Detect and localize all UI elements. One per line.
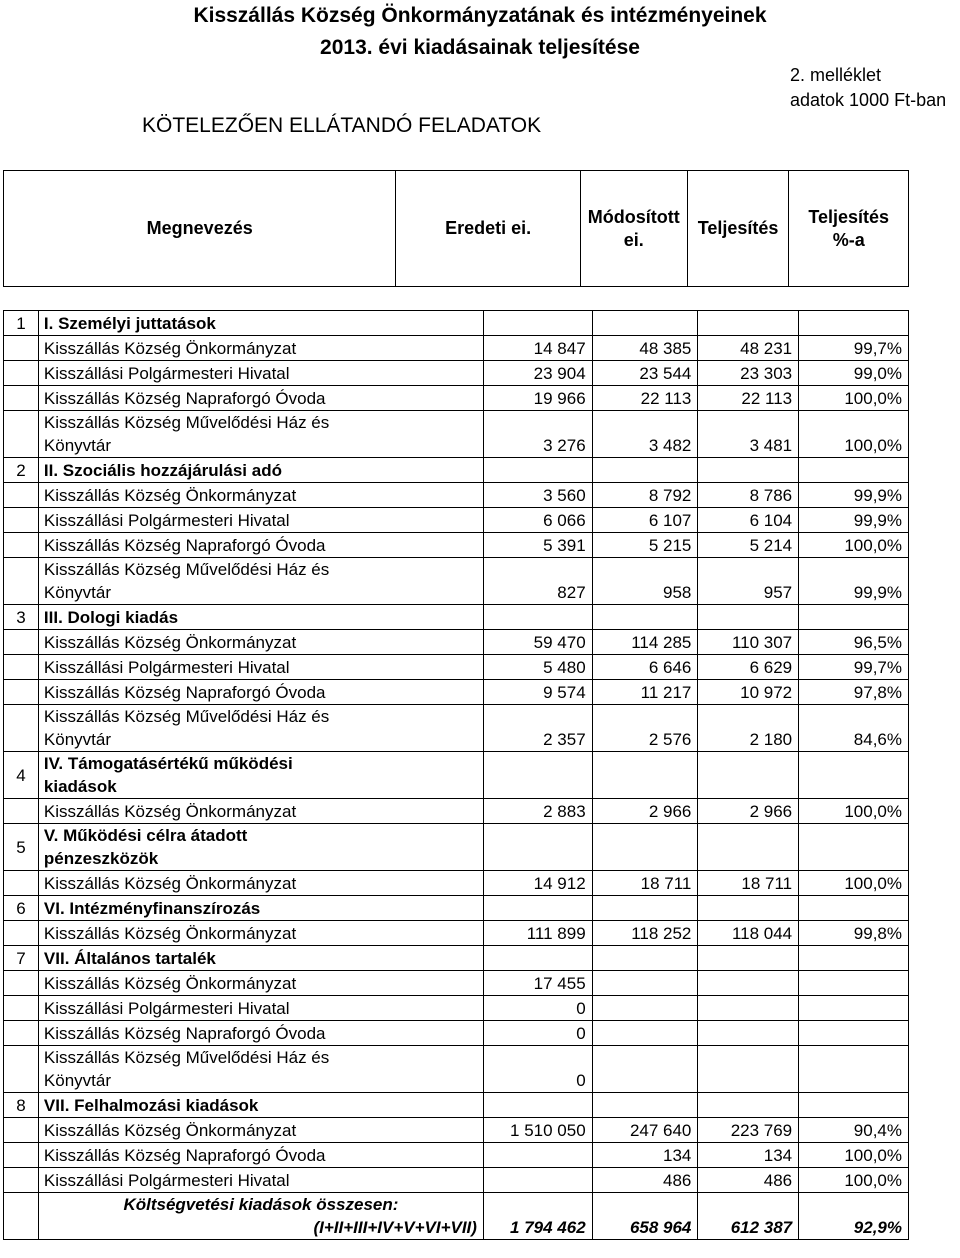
row-percent: 99,8% — [799, 921, 909, 946]
row-index — [4, 996, 39, 1021]
row-percent — [799, 1093, 909, 1118]
row-modified — [592, 752, 698, 799]
row-percent: 97,8% — [799, 680, 909, 705]
row-original — [483, 458, 592, 483]
row-index — [4, 1118, 39, 1143]
table-row — [4, 799, 909, 824]
row-percent — [799, 1046, 909, 1093]
row-percent: 99,7% — [799, 655, 909, 680]
header-original: Eredeti ei. — [396, 171, 580, 287]
row-label — [38, 411, 483, 458]
row-actual: 486 — [698, 1168, 799, 1193]
row-actual — [698, 752, 799, 799]
row-original: 1 510 050 — [483, 1118, 592, 1143]
table-row — [4, 558, 909, 605]
row-index — [4, 921, 39, 946]
header-modified-line1: Módosított — [587, 206, 680, 227]
table-row — [4, 630, 909, 655]
row-original: 3 276 — [483, 411, 592, 458]
row-percent: 99,9% — [799, 483, 909, 508]
row-modified: 48 385 — [592, 336, 698, 361]
row-label-line2: Könyvtár — [43, 1071, 111, 1090]
table-body — [4, 311, 909, 1193]
row-index — [4, 1046, 39, 1093]
row-original — [483, 311, 592, 336]
row-percent: 96,5% — [799, 630, 909, 655]
row-actual — [698, 946, 799, 971]
row-index: 3 — [4, 605, 39, 630]
row-label: Kisszállási Polgármesteri Hivatal — [38, 1168, 483, 1193]
row-actual — [698, 605, 799, 630]
row-label-line1: Kisszállás Község Művelődési Ház és — [43, 1048, 330, 1067]
category-row — [4, 946, 909, 971]
row-modified: 5 215 — [592, 533, 698, 558]
category-row — [4, 752, 909, 799]
row-label-line2: pénzeszközök — [43, 849, 159, 868]
row-original: 0 — [483, 1046, 592, 1093]
row-label: Kisszállás Község Önkormányzat — [38, 921, 483, 946]
total-idx — [4, 1193, 39, 1240]
row-actual — [698, 996, 799, 1021]
row-actual: 2 180 — [698, 705, 799, 752]
row-label: Kisszállás Község Napraforgó Óvoda — [38, 680, 483, 705]
row-label-line1: IV. Támogatásértékű működési — [43, 754, 293, 773]
row-label — [38, 1046, 483, 1093]
row-label-line2: Könyvtár — [43, 730, 111, 749]
row-label-line1: Kisszállás Község Művelődési Ház és — [43, 707, 330, 726]
row-actual: 23 303 — [698, 361, 799, 386]
row-modified — [592, 1021, 698, 1046]
row-label-line1: Kisszállás Község Művelődési Ház és — [43, 560, 330, 579]
row-label: Kisszállás Község Önkormányzat — [38, 799, 483, 824]
row-label: Kisszállás Község Önkormányzat — [38, 483, 483, 508]
row-index — [4, 336, 39, 361]
row-modified — [592, 311, 698, 336]
row-actual: 3 481 — [698, 411, 799, 458]
row-modified: 23 544 — [592, 361, 698, 386]
row-actual: 110 307 — [698, 630, 799, 655]
row-index — [4, 680, 39, 705]
row-percent: 99,9% — [799, 508, 909, 533]
row-actual — [698, 1046, 799, 1093]
row-label: Kisszállás Község Napraforgó Óvoda — [38, 533, 483, 558]
row-index — [4, 558, 39, 605]
row-index: 2 — [4, 458, 39, 483]
row-index — [4, 411, 39, 458]
row-modified: 6 646 — [592, 655, 698, 680]
row-modified: 114 285 — [592, 630, 698, 655]
row-actual: 118 044 — [698, 921, 799, 946]
row-original — [483, 605, 592, 630]
row-modified — [592, 1046, 698, 1093]
row-modified: 11 217 — [592, 680, 698, 705]
table-row — [4, 1118, 909, 1143]
category-row — [4, 605, 909, 630]
row-label-line1: V. Működési célra átadott — [43, 826, 248, 845]
row-label: VI. Intézményfinanszírozás — [38, 896, 483, 921]
row-percent: 100,0% — [799, 1168, 909, 1193]
category-row — [4, 458, 909, 483]
row-modified — [592, 896, 698, 921]
row-percent — [799, 1021, 909, 1046]
row-actual: 6 629 — [698, 655, 799, 680]
header-percent-line2: %-a — [832, 229, 865, 250]
row-modified: 958 — [592, 558, 698, 605]
row-modified: 134 — [592, 1143, 698, 1168]
row-index: 5 — [4, 824, 39, 871]
row-actual: 2 966 — [698, 799, 799, 824]
row-label: Kisszállás Község Önkormányzat — [38, 971, 483, 996]
row-actual: 18 711 — [698, 871, 799, 896]
row-label — [38, 752, 483, 799]
row-percent — [799, 605, 909, 630]
row-label: Kisszállás Község Önkormányzat — [38, 1118, 483, 1143]
row-percent: 84,6% — [799, 705, 909, 752]
page-title-line1: Kisszállás Község Önkormányzatának és intézményeinek — [193, 4, 767, 27]
table-row — [4, 921, 909, 946]
row-modified: 486 — [592, 1168, 698, 1193]
row-modified: 3 482 — [592, 411, 698, 458]
row-actual: 8 786 — [698, 483, 799, 508]
row-percent: 100,0% — [799, 386, 909, 411]
row-original: 14 912 — [483, 871, 592, 896]
total-percent: 92,9% — [799, 1193, 909, 1240]
row-modified — [592, 946, 698, 971]
row-index: 7 — [4, 946, 39, 971]
row-percent: 100,0% — [799, 871, 909, 896]
total-row — [4, 1193, 909, 1240]
row-label — [38, 824, 483, 871]
category-row — [4, 1093, 909, 1118]
row-actual — [698, 311, 799, 336]
row-label: I. Személyi juttatások — [38, 311, 483, 336]
row-original: 5 480 — [483, 655, 592, 680]
row-actual: 10 972 — [698, 680, 799, 705]
row-modified — [592, 458, 698, 483]
row-modified — [592, 824, 698, 871]
header-name: Megnevezés — [4, 171, 396, 287]
unit-label: adatok 1000 Ft-ban — [790, 90, 947, 110]
row-percent — [799, 311, 909, 336]
table-row — [4, 996, 909, 1021]
row-label: Kisszállási Polgármesteri Hivatal — [38, 996, 483, 1021]
total-label — [38, 1193, 483, 1240]
row-original: 111 899 — [483, 921, 592, 946]
row-index — [4, 655, 39, 680]
page-title-line2: 2013. évi kiadásainak teljesítése — [320, 36, 640, 59]
row-modified — [592, 996, 698, 1021]
row-percent — [799, 458, 909, 483]
row-label-line2: kiadások — [43, 777, 117, 796]
table-row — [4, 336, 909, 361]
row-index — [4, 508, 39, 533]
header-modified-line2: ei. — [623, 229, 644, 250]
table-row — [4, 705, 909, 752]
row-index — [4, 361, 39, 386]
row-actual: 6 104 — [698, 508, 799, 533]
row-modified: 118 252 — [592, 921, 698, 946]
row-original — [483, 752, 592, 799]
category-row — [4, 311, 909, 336]
total-original: 1 794 462 — [483, 1193, 592, 1240]
row-actual: 957 — [698, 558, 799, 605]
category-row — [4, 896, 909, 921]
row-actual — [698, 1021, 799, 1046]
row-modified: 6 107 — [592, 508, 698, 533]
header-modified — [580, 171, 687, 287]
row-label: Kisszállási Polgármesteri Hivatal — [38, 508, 483, 533]
row-original — [483, 946, 592, 971]
row-label-line2: Könyvtár — [43, 436, 111, 455]
row-actual — [698, 824, 799, 871]
row-index — [4, 871, 39, 896]
row-modified: 22 113 — [592, 386, 698, 411]
row-percent: 99,7% — [799, 336, 909, 361]
row-original: 2 357 — [483, 705, 592, 752]
row-original — [483, 1093, 592, 1118]
row-label: VII. Felhalmozási kiadások — [38, 1093, 483, 1118]
row-original: 0 — [483, 996, 592, 1021]
row-label: Kisszállás Község Önkormányzat — [38, 871, 483, 896]
row-original — [483, 824, 592, 871]
header-percent — [789, 171, 909, 287]
table-row — [4, 533, 909, 558]
row-original — [483, 1143, 592, 1168]
row-modified: 18 711 — [592, 871, 698, 896]
row-original: 2 883 — [483, 799, 592, 824]
row-actual: 5 214 — [698, 533, 799, 558]
row-index — [4, 705, 39, 752]
row-label: Kisszállás Község Önkormányzat — [38, 630, 483, 655]
row-index — [4, 799, 39, 824]
row-original: 23 904 — [483, 361, 592, 386]
row-label: Kisszállás Község Napraforgó Óvoda — [38, 386, 483, 411]
table-row — [4, 1168, 909, 1193]
row-percent: 100,0% — [799, 799, 909, 824]
row-modified — [592, 605, 698, 630]
expenditure-table — [3, 310, 909, 1240]
row-label: Kisszállás Község Önkormányzat — [38, 336, 483, 361]
row-index — [4, 483, 39, 508]
row-label: III. Dologi kiadás — [38, 605, 483, 630]
row-index — [4, 533, 39, 558]
row-label: Kisszállás Község Napraforgó Óvoda — [38, 1143, 483, 1168]
row-actual — [698, 896, 799, 921]
row-percent: 90,4% — [799, 1118, 909, 1143]
row-original: 19 966 — [483, 386, 592, 411]
row-percent: 100,0% — [799, 1143, 909, 1168]
row-original: 0 — [483, 1021, 592, 1046]
section-title: KÖTELEZŐEN ELLÁTANDÓ FELADATOK — [142, 114, 542, 137]
row-index — [4, 1143, 39, 1168]
table-row — [4, 1021, 909, 1046]
row-index — [4, 1021, 39, 1046]
row-modified — [592, 971, 698, 996]
header-table — [3, 170, 909, 287]
table-row — [4, 386, 909, 411]
row-original: 5 391 — [483, 533, 592, 558]
row-original: 6 066 — [483, 508, 592, 533]
row-percent: 100,0% — [799, 533, 909, 558]
total-modified: 658 964 — [592, 1193, 698, 1240]
row-modified: 2 576 — [592, 705, 698, 752]
row-index: 6 — [4, 896, 39, 921]
row-label-line2: Könyvtár — [43, 583, 111, 602]
row-actual — [698, 458, 799, 483]
row-index — [4, 971, 39, 996]
table-row — [4, 971, 909, 996]
header-percent-line1: Teljesítés — [808, 206, 890, 227]
row-index — [4, 630, 39, 655]
row-percent — [799, 996, 909, 1021]
row-index: 8 — [4, 1093, 39, 1118]
row-original — [483, 1168, 592, 1193]
attachment-label: 2. melléklet — [790, 65, 882, 85]
row-index: 4 — [4, 752, 39, 799]
row-percent: 99,0% — [799, 361, 909, 386]
total-label-line2: (I+II+III+IV+V+VI+VII) — [313, 1218, 477, 1237]
row-label: Kisszállás Község Napraforgó Óvoda — [38, 1021, 483, 1046]
row-percent — [799, 946, 909, 971]
row-modified: 247 640 — [592, 1118, 698, 1143]
table-row — [4, 680, 909, 705]
table-row — [4, 1046, 909, 1093]
table-row — [4, 871, 909, 896]
row-original: 9 574 — [483, 680, 592, 705]
row-modified — [592, 1093, 698, 1118]
row-label: VII. Általános tartalék — [38, 946, 483, 971]
row-modified: 8 792 — [592, 483, 698, 508]
row-label-line1: Kisszállás Község Művelődési Ház és — [43, 413, 330, 432]
category-row — [4, 824, 909, 871]
table-row — [4, 483, 909, 508]
row-index — [4, 1168, 39, 1193]
row-index: 1 — [4, 311, 39, 336]
table-row — [4, 361, 909, 386]
row-original: 14 847 — [483, 336, 592, 361]
total-actual: 612 387 — [698, 1193, 799, 1240]
row-actual: 134 — [698, 1143, 799, 1168]
header-actual: Teljesítés — [687, 171, 789, 287]
row-original: 3 560 — [483, 483, 592, 508]
table-row — [4, 1143, 909, 1168]
row-actual — [698, 1093, 799, 1118]
row-label: Kisszállási Polgármesteri Hivatal — [38, 361, 483, 386]
row-percent — [799, 752, 909, 799]
row-modified: 2 966 — [592, 799, 698, 824]
row-actual — [698, 971, 799, 996]
row-actual: 22 113 — [698, 386, 799, 411]
total-label-line1: Költségvetési kiadások összesen: — [123, 1195, 399, 1214]
row-label: Kisszállási Polgármesteri Hivatal — [38, 655, 483, 680]
row-percent — [799, 971, 909, 996]
row-percent: 100,0% — [799, 411, 909, 458]
row-label: II. Szociális hozzájárulási adó — [38, 458, 483, 483]
row-percent — [799, 896, 909, 921]
row-original — [483, 896, 592, 921]
table-row — [4, 655, 909, 680]
row-label — [38, 558, 483, 605]
row-original: 17 455 — [483, 971, 592, 996]
row-index — [4, 386, 39, 411]
table-row — [4, 411, 909, 458]
row-original: 59 470 — [483, 630, 592, 655]
row-percent — [799, 824, 909, 871]
row-original: 827 — [483, 558, 592, 605]
row-actual: 48 231 — [698, 336, 799, 361]
row-percent: 99,9% — [799, 558, 909, 605]
row-actual: 223 769 — [698, 1118, 799, 1143]
table-row — [4, 508, 909, 533]
row-label — [38, 705, 483, 752]
